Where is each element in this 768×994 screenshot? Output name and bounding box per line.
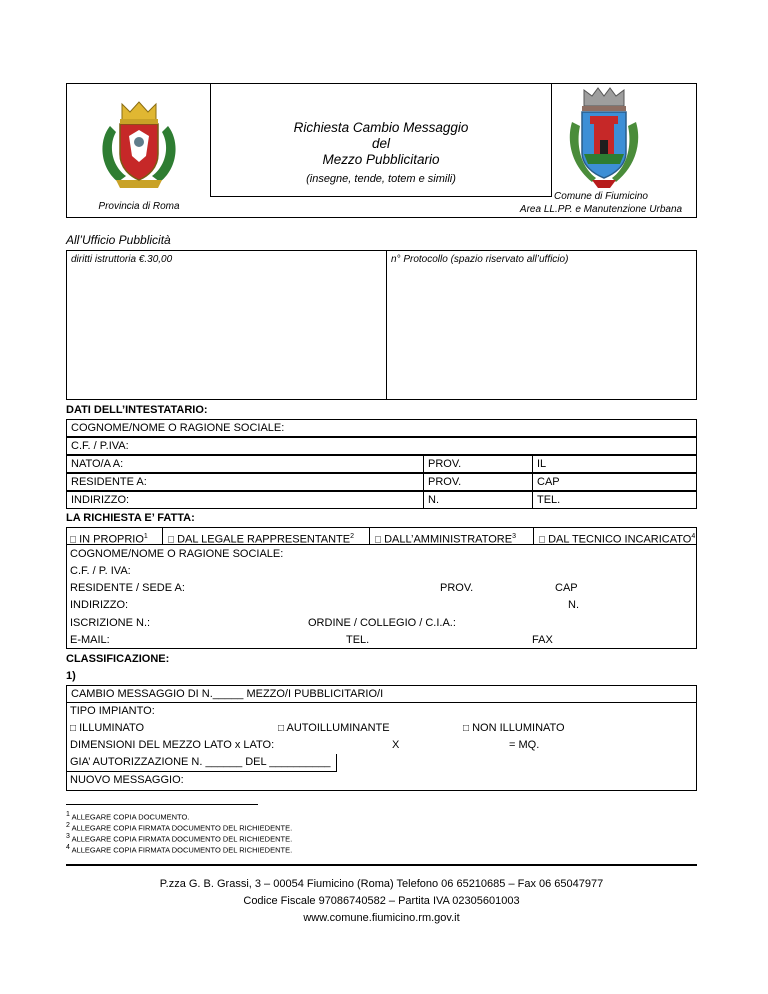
option-in-proprio-label: IN PROPRIO bbox=[79, 533, 144, 546]
office-divider bbox=[386, 251, 387, 399]
new-message-label: NUOVO MESSAGGIO: bbox=[70, 774, 184, 786]
request-options-row bbox=[66, 527, 697, 545]
holder-prov2-label: PROV. bbox=[428, 476, 462, 488]
form-title-line2: del bbox=[371, 136, 390, 151]
option-autoilluminante[interactable] bbox=[278, 720, 390, 737]
agent-n-label: N. bbox=[568, 599, 579, 611]
checkbox-icon[interactable]: □ bbox=[463, 723, 470, 734]
classification-section-title: CLASSIFICAZIONE: bbox=[66, 653, 170, 665]
footnote-ref: 3 bbox=[512, 533, 516, 540]
agent-address-label: INDIRIZZO: bbox=[70, 599, 129, 611]
request-section-title: LA RICHIESTA E’ FATTA: bbox=[66, 512, 195, 524]
agent-name-label: COGNOME/NOME O RAGIONE SOCIALE: bbox=[70, 548, 284, 560]
option-legale[interactable] bbox=[163, 527, 370, 545]
footnote-ref: 4 bbox=[691, 533, 696, 540]
checkbox-icon[interactable]: □ bbox=[168, 534, 175, 546]
holder-name-row bbox=[66, 419, 697, 437]
dimensions-x-label: X bbox=[392, 739, 400, 751]
holder-n-label: N. bbox=[428, 494, 439, 506]
form-title-line1: Richiesta Cambio Messaggio bbox=[293, 120, 469, 135]
header-divider bbox=[210, 196, 552, 197]
provincia-caption: Provincia di Roma bbox=[98, 201, 180, 212]
footer-tax: Codice Fiscale 97086740582 – Partita IVA 02305601003 bbox=[243, 895, 520, 907]
change-message-label: CAMBIO MESSAGGIO DI N._____ MEZZO/I PUBBLICITARIO/I bbox=[71, 688, 384, 700]
agent-registration-label: ISCRIZIONE N.: bbox=[70, 617, 151, 629]
footnote-3: $^3$ ALLEGARE COPIA FIRMATA DOCUMENTO DEL RICHIEDENTE. bbox=[66, 833, 293, 844]
comune-caption-line2: Area LL.PP. e Manutenzione Urbana bbox=[519, 204, 683, 215]
holder-prov1-label: PROV. bbox=[428, 458, 462, 470]
office-label: All’Ufficio Pubblicità bbox=[66, 233, 171, 247]
agent-fax-label: FAX bbox=[532, 634, 553, 646]
footnote-4: $^4$ ALLEGARE COPIA FIRMATA DOCUMENTO DEL RICHIEDENTE. bbox=[66, 844, 293, 855]
authorization-vline bbox=[336, 754, 337, 772]
fiumicino-crest-icon bbox=[562, 86, 646, 192]
footnote-1: $^1$ ALLEGARE COPIA DOCUMENTO. bbox=[66, 811, 190, 822]
footer-address: P.zza G. B. Grassi, 3 – 00054 Fiumicino (Roma) Telefono 06 65210685 – Fax 06 65047977 bbox=[159, 878, 604, 890]
holder-cf-label: C.F. / P.IVA: bbox=[71, 440, 129, 452]
comune-caption bbox=[506, 190, 696, 216]
holder-section-title: DATI DELL’INTESTATARIO: bbox=[66, 404, 208, 416]
dimensions-label: DIMENSIONI DEL MEZZO LATO x LATO: bbox=[70, 739, 275, 751]
form-subtitle: (insegne, tende, totem e simili) bbox=[306, 173, 456, 185]
option-non-illuminato-label: NON ILLUMINATO bbox=[472, 722, 565, 734]
provincia-crest-icon bbox=[96, 96, 182, 192]
footnote-ref: 1 bbox=[143, 533, 148, 540]
classification-number: 1) bbox=[66, 670, 76, 682]
option-in-proprio[interactable] bbox=[66, 527, 163, 545]
holder-resident-label: RESIDENTE A: bbox=[71, 476, 147, 488]
option-illuminato-label: ILLUMINATO bbox=[79, 722, 145, 734]
footer-website[interactable]: www.comune.fiumicino.rm.gov.it bbox=[303, 912, 460, 924]
agent-order-label: ORDINE / COLLEGIO / C.I.A.: bbox=[308, 617, 456, 629]
authorization-label: GIA’ AUTORIZZAZIONE N. ______ DEL __________ bbox=[70, 756, 331, 768]
checkbox-icon[interactable]: □ bbox=[278, 723, 285, 734]
footer-rule bbox=[66, 864, 697, 866]
form-title-line3: Mezzo Pubblicitario bbox=[322, 152, 440, 167]
footnote-separator bbox=[66, 804, 258, 805]
footnote-ref: 2 bbox=[350, 533, 355, 540]
option-illuminato[interactable] bbox=[70, 720, 144, 737]
change-message-row bbox=[66, 685, 697, 703]
agent-cf-label: C.F. / P. IVA: bbox=[70, 565, 131, 577]
agent-prov-label: PROV. bbox=[440, 582, 474, 594]
checkbox-icon[interactable]: □ bbox=[539, 534, 546, 546]
holder-address-label: INDIRIZZO: bbox=[71, 494, 130, 506]
option-tecnico-label: DAL TECNICO INCARICATO bbox=[548, 533, 692, 546]
checkbox-icon[interactable]: □ bbox=[375, 534, 382, 546]
comune-caption-line1: Comune di Fiumicino bbox=[554, 191, 648, 202]
holder-address-row bbox=[66, 491, 697, 509]
agent-residence-label: RESIDENTE / SEDE A: bbox=[70, 582, 185, 594]
option-autoilluminante-label: AUTOILLUMINANTE bbox=[286, 722, 390, 734]
checkbox-icon[interactable]: □ bbox=[70, 723, 77, 734]
holder-il-label: IL bbox=[537, 458, 547, 470]
option-amministratore[interactable] bbox=[370, 527, 534, 545]
office-box bbox=[66, 250, 697, 400]
option-amministratore-label: DALL’AMMINISTRATORE bbox=[384, 533, 513, 546]
checkbox-icon[interactable]: □ bbox=[70, 534, 77, 546]
footnote-2: $^2$ ALLEGARE COPIA FIRMATA DOCUMENTO DEL RICHIEDENTE. bbox=[66, 822, 293, 833]
option-legale-label: DAL LEGALE RAPPRESENTANTE bbox=[177, 533, 351, 546]
holder-tel-label: TEL. bbox=[537, 494, 561, 506]
holder-cap-label: CAP bbox=[537, 476, 560, 488]
holder-name-label: COGNOME/NOME O RAGIONE SOCIALE: bbox=[71, 422, 285, 434]
fees-label: diritti istruttoria €.30,00 bbox=[71, 254, 173, 265]
holder-resident-row bbox=[66, 473, 697, 491]
agent-tel-label: TEL. bbox=[346, 634, 370, 646]
sqm-label: = MQ. bbox=[509, 739, 540, 751]
type-label: TIPO IMPIANTO: bbox=[70, 705, 155, 717]
option-non-illuminato[interactable] bbox=[463, 720, 565, 737]
holder-born-label: NATO/A A: bbox=[71, 458, 124, 470]
agent-cap-label: CAP bbox=[555, 582, 578, 594]
protocol-label: n° Protocollo (spazio riservato all’ufficio) bbox=[391, 254, 569, 265]
agent-email-label: E-MAIL: bbox=[70, 634, 110, 646]
holder-cf-row bbox=[66, 437, 697, 455]
option-tecnico[interactable] bbox=[534, 527, 697, 545]
holder-born-row bbox=[66, 455, 697, 473]
